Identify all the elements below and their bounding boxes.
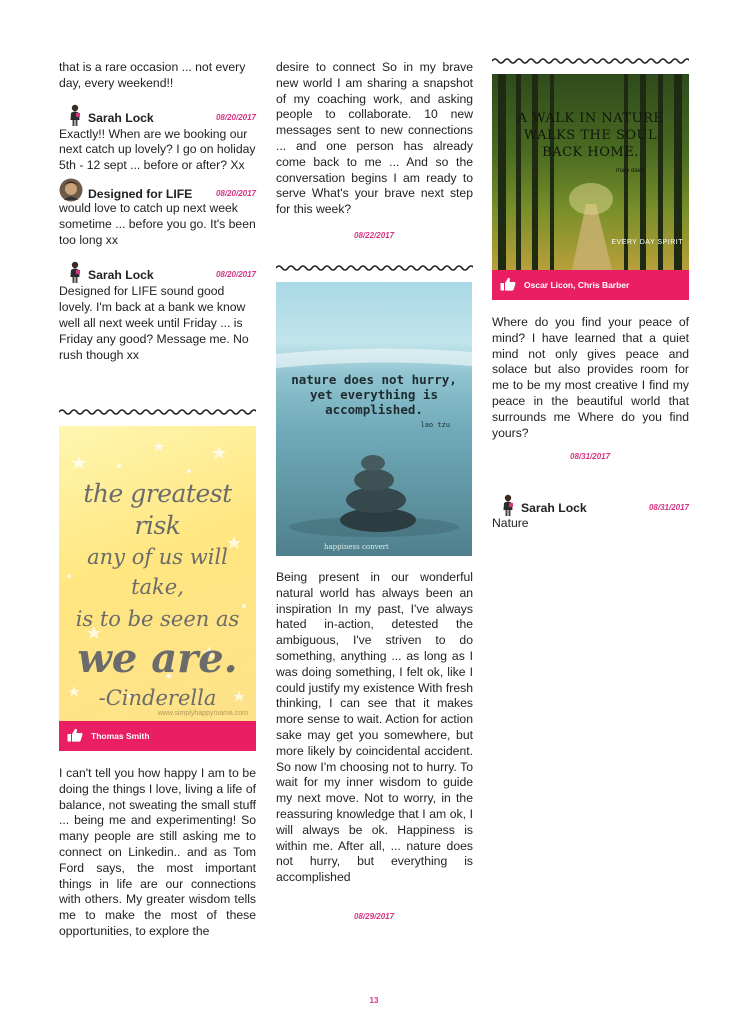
- image-watermark: www.simplyhappymama.com: [157, 710, 248, 717]
- comment: [492, 494, 689, 532]
- comment-author: Designed for LIFE: [88, 186, 193, 201]
- comment-date: 08/20/2017: [215, 188, 256, 198]
- quote-image-walk-in-nature: [492, 74, 689, 270]
- image-watermark: happiness convert: [324, 543, 389, 551]
- post-text: Being present in our wonderful natural world has always been an inspiration In my past, I've always hated in-action, detested the ambiguous, I've striven to do something, anything ... as long as I was doing something, I felt ok, like I could justify my existence With fresh thinking, I can see that it makes more sense to wait. Action for action sake may get you somewhere, but more likely by coincidental accident. So now I'm choosing not to hurry. To wait for my inner wisdom to guide my next move. Not to worry, in the reassuring knowledge that I am ok, I will always be ok. Happiness is within me. After all, ... nature does not hurry, but everything is accomplished: [276, 570, 473, 885]
- quote-line: yet everything is: [310, 387, 438, 402]
- likes-names: Oscar Licon, Chris Barber: [524, 280, 630, 290]
- comment-text: Exactly!! When are we booking our next catch up lovely? I go on holiday 5th - 12 sept ... before or after? Xx: [59, 126, 256, 173]
- quote-line: -Cinderella: [98, 686, 217, 710]
- likes-bar: [59, 721, 256, 751]
- stacked-stones-photo: [276, 282, 472, 556]
- quote-line: any of us will take,: [87, 545, 228, 599]
- avatar-figure-icon: [67, 104, 83, 126]
- quote-line: nature does not hurry,: [291, 372, 457, 387]
- comment-author: Sarah Lock: [88, 110, 154, 125]
- quote-line: BACK HOME.: [542, 145, 639, 160]
- wavy-divider: [59, 408, 256, 416]
- avatar-figure-icon: [67, 261, 83, 283]
- quote-line: A WALK IN NATURE: [517, 111, 664, 126]
- likes-bar: [492, 270, 689, 300]
- post-date: 08/31/2017: [570, 452, 611, 461]
- image-watermark: EVERY DAY SPIRIT: [611, 239, 683, 246]
- comment: [59, 104, 256, 174]
- quote-line: WALKS THE SOUL: [523, 128, 658, 143]
- post-date: 08/29/2017: [354, 912, 395, 921]
- page-number: 13: [369, 996, 379, 1005]
- comment-author: Sarah Lock: [521, 501, 587, 515]
- comment-date: 08/20/2017: [215, 270, 256, 280]
- comment-continuation: that is a rare occasion ... not every day, every weekend!!: [59, 60, 246, 90]
- comment-text: would love to catch up next week sometime ... before you go. It's been too long xx: [59, 200, 256, 247]
- comment-date: 08/31/2017: [648, 503, 689, 512]
- quote-image-cinderella: [59, 426, 256, 721]
- comment: [59, 261, 256, 363]
- post-text-continued: desire to connect So in my brave new world I am sharing a snapshot of my coaching work, and asking people to collaborate. 10 new messages sent to new connections ... and one person has already come back to me ... And so the conversation begins I am ready to serve What's your brave next step for this week?: [276, 60, 473, 217]
- thumbs-up-icon[interactable]: [67, 728, 83, 742]
- comment-date: 08/20/2017: [215, 112, 256, 122]
- likes-names: Thomas Smith: [91, 731, 150, 741]
- comment-text: Nature: [492, 516, 529, 530]
- column-1: [59, 60, 256, 363]
- quote-line: the greatest risk: [83, 479, 232, 540]
- wavy-divider: [492, 57, 689, 65]
- post-text: Where do you find your peace of mind? I have learned that a quiet mind not only gives peace and solace but also provides room for me to be my most creative I find my peace in the beautiful world that surrounds me Where do you find yours?: [492, 315, 689, 440]
- post-text: I can't tell you how happy I am to be doing the things I love, living a life of balance, not sweating the small stuff ... being me and experimenting! So many people are still asking me to connect on Linkedin.. and as Tom Ford says, the most important things in life are our connections with others. My greater wisdom tells me to make the most of these opportunities, to explore the: [59, 766, 256, 938]
- quote-image-nature: [276, 282, 472, 556]
- comment-text: Designed for LIFE sound good lovely. I'm back at a bank we know well all next week until Friday ... is Friday any good? Message me. No rush though xx: [59, 284, 249, 362]
- quote-author: mary davis: [615, 168, 645, 174]
- quote-line: accomplished.: [325, 402, 423, 417]
- quote-line: we are.: [77, 635, 238, 682]
- post-date: 08/22/2017: [354, 231, 395, 240]
- avatar-figure-icon: [500, 494, 516, 516]
- comment: [59, 180, 256, 248]
- quote-line: is to be seen as: [75, 607, 240, 631]
- quote-author: lao tzu: [420, 421, 450, 429]
- thumbs-up-icon[interactable]: [500, 277, 516, 291]
- comment-author: Sarah Lock: [88, 268, 154, 283]
- avatar-photo-icon: [59, 178, 83, 202]
- wavy-divider: [276, 264, 473, 272]
